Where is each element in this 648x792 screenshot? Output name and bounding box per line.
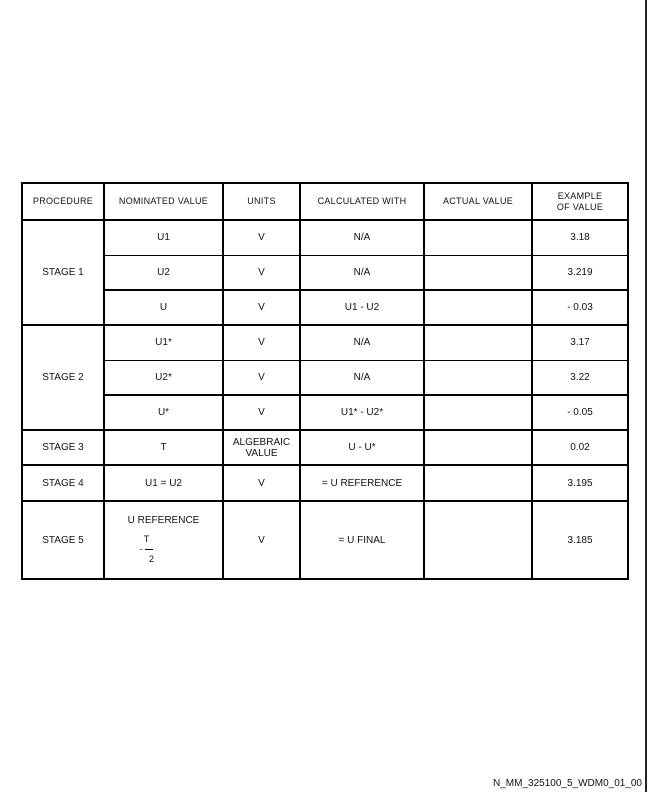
- stage5-fraction-sign: -: [139, 544, 143, 554]
- stage5-fraction-numerator: T: [143, 534, 150, 544]
- stage2-row2-actual: [424, 360, 532, 395]
- stage5-units: V: [223, 501, 300, 579]
- stage2-row3-calc: U1* - U2*: [300, 395, 424, 430]
- procedure-table: [21, 182, 629, 580]
- header-example-line2: OF VALUE: [556, 201, 604, 212]
- stage3-calc: U - U*: [300, 430, 424, 465]
- stage3-example: 0.02: [532, 430, 628, 465]
- stage4-calc: = U REFERENCE: [300, 465, 424, 501]
- stage1-row1-units: V: [223, 220, 300, 255]
- stage2-row1-nominated: U1*: [104, 325, 223, 360]
- header-actual-value: ACTUAL VALUE: [424, 183, 532, 220]
- table-row: [22, 395, 628, 430]
- stage1-row1-example: 3.18: [532, 220, 628, 255]
- stage1-label: STAGE 1: [22, 220, 104, 325]
- stage5-fraction-denominator: 2: [148, 554, 154, 564]
- table-row: [22, 501, 628, 579]
- stage5-fraction-line: [145, 549, 153, 550]
- stage1-row3-actual: [424, 290, 532, 325]
- stage1-row2-calc: N/A: [300, 255, 424, 290]
- stage1-row2-example: 3.219: [532, 255, 628, 290]
- stage1-row1-nominated: U1: [104, 220, 223, 255]
- stage1-row3-units: V: [223, 290, 300, 325]
- stage3-units-line2: VALUE: [245, 447, 278, 459]
- table-row: [22, 465, 628, 501]
- stage1-row1-calc: N/A: [300, 220, 424, 255]
- table-row: [22, 290, 628, 325]
- stage2-row1-calc: N/A: [300, 325, 424, 360]
- stage5-calc: = U FINAL: [300, 501, 424, 579]
- stage3-actual: [424, 430, 532, 465]
- stage2-row3-units: V: [223, 395, 300, 430]
- header-calculated-with: CALCULATED WITH: [300, 183, 424, 220]
- stage2-row1-actual: [424, 325, 532, 360]
- header-example-line1: EXAMPLE: [557, 190, 603, 201]
- header-nominated-value: NOMINATED VALUE: [104, 183, 223, 220]
- stage2-row3-nominated: U*: [104, 395, 223, 430]
- stage4-actual: [424, 465, 532, 501]
- stage4-label: STAGE 4: [22, 465, 104, 501]
- stage2-row2-example: 3.22: [532, 360, 628, 395]
- stage1-row2-units: V: [223, 255, 300, 290]
- stage2-row1-example: 3.17: [532, 325, 628, 360]
- stage3-nominated: T: [104, 430, 223, 465]
- stage5-fraction-bar-row: [139, 544, 154, 554]
- page-edge-line: [645, 0, 647, 792]
- stage5-example: 3.185: [532, 501, 628, 579]
- stage1-row2-actual: [424, 255, 532, 290]
- stage4-example: 3.195: [532, 465, 628, 501]
- table-row: [22, 430, 628, 465]
- stage1-row2-nominated: U2: [104, 255, 223, 290]
- table-row: [22, 360, 628, 395]
- stage5-actual: [424, 501, 532, 579]
- stage3-label: STAGE 3: [22, 430, 104, 465]
- stage2-row3-example: - 0.05: [532, 395, 628, 430]
- table-row: [22, 325, 628, 360]
- table-row: [22, 255, 628, 290]
- document-reference: N_MM_325100_5_WDM0_01_00: [493, 778, 642, 789]
- stage2-row3-actual: [424, 395, 532, 430]
- header-example-of-value: [532, 183, 628, 220]
- stage2-label: STAGE 2: [22, 325, 104, 430]
- stage3-units-line1: ALGEBRAIC: [232, 436, 291, 448]
- stage4-nominated: U1 = U2: [104, 465, 223, 501]
- stage5-fraction: [139, 534, 154, 564]
- header-units: UNITS: [223, 183, 300, 220]
- stage2-row2-calc: N/A: [300, 360, 424, 395]
- stage2-row1-units: V: [223, 325, 300, 360]
- stage1-row3-nominated: U: [104, 290, 223, 325]
- stage5-label: STAGE 5: [22, 501, 104, 579]
- stage5-nominated-text: U REFERENCE: [127, 515, 200, 526]
- stage3-units: [223, 430, 300, 465]
- stage1-row3-example: - 0.03: [532, 290, 628, 325]
- header-procedure: PROCEDURE: [22, 183, 104, 220]
- table-row: [22, 220, 628, 255]
- stage1-row1-actual: [424, 220, 532, 255]
- stage5-nominated: [104, 501, 223, 579]
- stage2-row2-units: V: [223, 360, 300, 395]
- stage4-units: V: [223, 465, 300, 501]
- stage1-row3-calc: U1 - U2: [300, 290, 424, 325]
- header-row: [22, 183, 628, 220]
- stage2-row2-nominated: U2*: [104, 360, 223, 395]
